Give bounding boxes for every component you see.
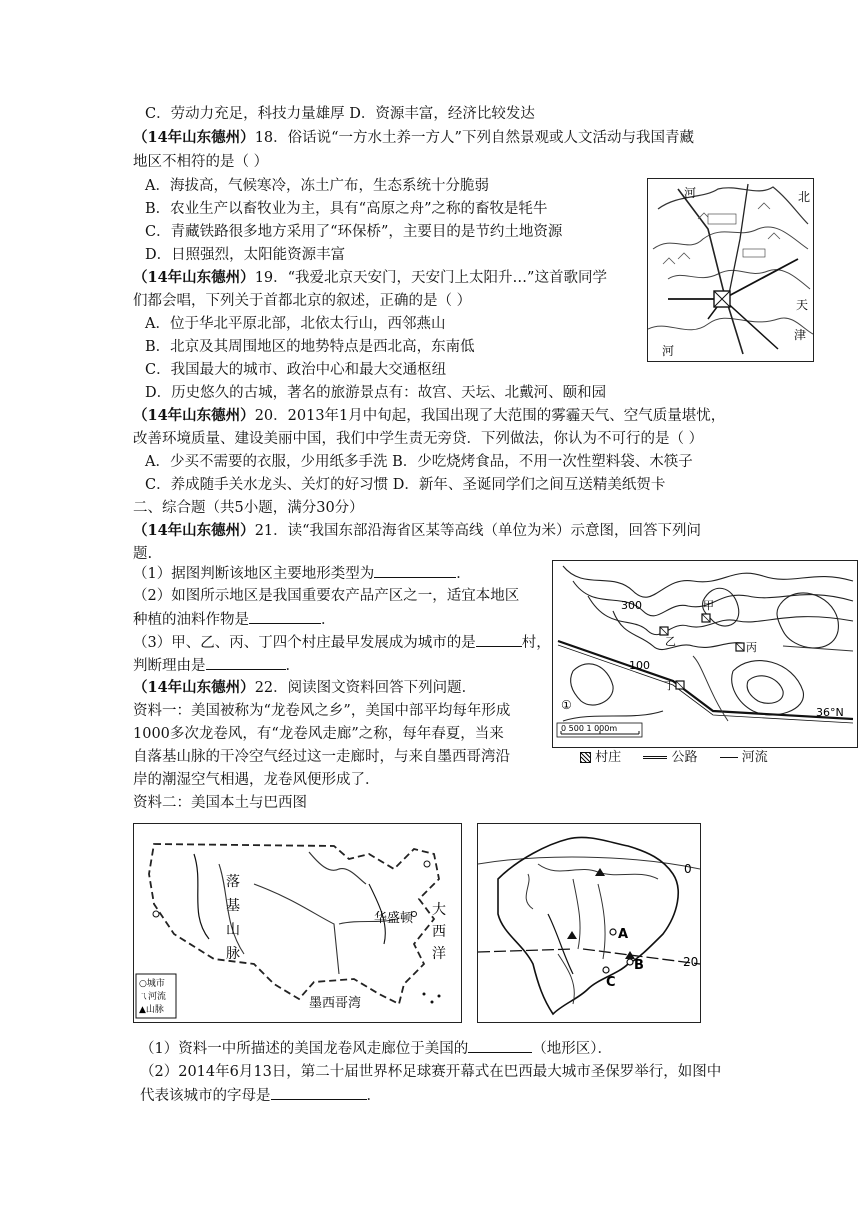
brazil-map: [477, 823, 701, 1023]
q19-option-a: A．位于华北平原北部，北依太行山，西邻燕山: [145, 316, 446, 332]
scale-bar: 0 500 1 000m: [561, 724, 618, 733]
river-symbol-icon: [720, 757, 738, 758]
material-1-line-1: 资料一：美国被称为“龙卷风之乡”，美国中部平均每年形成: [133, 703, 511, 719]
circle-1: ①: [561, 698, 572, 712]
label-bei: 北: [798, 190, 811, 204]
material-2-title: 资料二：美国本土与巴西图: [133, 795, 307, 811]
q22-source: （14年山东德州）: [133, 679, 255, 696]
answer-blank[interactable]: [206, 655, 286, 670]
latitude-36n: 36°N: [816, 706, 844, 719]
material-1-line-2: 1000多次龙卷风，有“龙卷风走廊”之称，每年春夏，当来: [133, 726, 504, 742]
legend-mountain: ▲山脉: [139, 1005, 164, 1015]
q22-part-1: （1）资料一中所描述的美国龙卷风走廊位于美国的 （地形区）．: [140, 1038, 612, 1059]
label-he-2: 河: [662, 344, 675, 358]
answer-blank[interactable]: [271, 1085, 367, 1100]
q21-source: （14年山东德州）: [133, 522, 255, 539]
city-c: C: [606, 975, 616, 990]
q19-option-d: D．历史悠久的古城，著名的旅游景点有：故宫、天坛、北戴河、颐和园: [145, 385, 607, 401]
atlantic-label-2: 西: [432, 924, 446, 940]
answer-blank[interactable]: [476, 632, 522, 647]
q21-part-2b: 种植的油料作物是 ．: [133, 609, 336, 630]
atlantic-label-1: 大: [432, 902, 446, 918]
road-symbol-icon: [643, 756, 667, 759]
q19-source: （14年山东德州）: [133, 269, 255, 286]
village-symbol-icon: [580, 752, 591, 763]
q20-stem-2: 改善环境质量、建设美丽中国，我们中学生责无旁贷．下列做法，你认为不可行的是（ ）: [133, 431, 704, 447]
q19-stem-2: 们都会唱，下列关于首都北京的叙述，正确的是（ ）: [133, 293, 472, 309]
washington-label: 华盛顿: [374, 911, 414, 926]
contour-300: 300: [621, 599, 642, 612]
label-he-1: 河: [684, 186, 697, 200]
q17-option-cd: C．劳动力充足，科技力量雄厚 D．资源丰富，经济比较发达: [145, 106, 535, 122]
material-1-line-4: 岸的潮湿空气相遇，龙卷风便形成了．: [133, 772, 380, 788]
q21-part-1: （1）据图判断该地区主要地形类型为 ．: [133, 563, 471, 584]
latitude-20: 20: [683, 955, 699, 969]
rocky-label-1: 落: [226, 874, 240, 890]
legend-river: ㄟ河流: [139, 992, 167, 1002]
rocky-label-2: 基: [226, 898, 240, 914]
q18-option-a: A．海拔高，气候寒冷，冻土广布，生态系统十分脆弱: [145, 178, 489, 194]
usa-map: [133, 823, 462, 1023]
contour-legend: 村庄 公路 河流: [552, 748, 856, 768]
village-yi: 乙: [665, 635, 676, 648]
village-jia: 甲: [703, 599, 714, 612]
q18-option-d: D．日照强烈，太阳能资源丰富: [145, 247, 346, 263]
rocky-label-3: 山: [226, 922, 240, 938]
q20-stem: （14年山东德州）20．2013年1月中旬起，我国出现了大范围的雾霾天气、空气质量堪忧，: [133, 407, 726, 424]
q22-part-2: （2）2014年6月13日，第二十届世界杯足球赛开幕式在巴西最大城市圣保罗举行，如图中: [140, 1064, 722, 1080]
beijing-region-map: [647, 178, 814, 362]
q18-option-b: B．农业生产以畜牧业为主，具有“高原之舟”之称的畜牧是牦牛: [145, 201, 548, 217]
q21-part-2: （2）如图所示地区是我国重要农产品产区之一，适宜本地区: [133, 588, 520, 604]
q18-option-c: C．青藏铁路很多地方采用了“环保桥”，主要目的是节约土地资源: [145, 224, 563, 240]
contour-map: [552, 560, 858, 748]
q18-source: （14年山东德州）: [133, 129, 255, 146]
answer-blank[interactable]: [374, 563, 456, 578]
answer-blank[interactable]: [468, 1038, 532, 1053]
city-b: B: [634, 958, 644, 973]
q21-stem: （14年山东德州）21．读“我国东部沿海省区某等高线（单位为米）示意图，回答下列问: [133, 522, 702, 539]
village-ding: 丁: [664, 679, 675, 692]
q21-part-3b: 判断理由是 ．: [133, 655, 300, 676]
q18-stem-2: 地区不相符的是（ ）: [133, 154, 269, 170]
q22-part-2b: 代表该城市的字母是 ．: [140, 1085, 381, 1106]
q18-stem: （14年山东德州）18．俗话说“一方水土养一方人”下列自然景观或人文活动与我国青藏: [133, 129, 694, 146]
latitude-0: 0: [684, 862, 692, 876]
q20-option-ab: A．少买不需要的衣服，少用纸多手洗 B．少吃烧烤食品，不用一次性塑料袋、木筷子: [145, 454, 693, 470]
q22-stem: （14年山东德州）22．阅读图文资料回答下列问题．: [133, 679, 477, 696]
material-1-line-3: 自落基山脉的干冷空气经过这一走廊时，与来自墨西哥湾沿: [133, 749, 510, 765]
legend-city: ○城市: [139, 979, 165, 989]
q21-stem-2: 题.: [133, 546, 153, 562]
q19-option-c: C．我国最大的城市、政治中心和最大交通枢纽: [145, 362, 447, 378]
rocky-label-4: 脉: [226, 946, 240, 962]
q20-option-cd: C．养成随手关水龙头、关灯的好习惯 D．新年、圣诞同学们之间互送精美纸贺卡: [145, 477, 666, 493]
q19-stem: （14年山东德州）19．“我爱北京天安门，天安门上太阳升…”这首歌同学: [133, 269, 607, 286]
q21-part-3: （3）甲、乙、丙、丁四个村庄最早发展成为城市的是 村，: [133, 632, 551, 653]
q20-source: （14年山东德州）: [133, 407, 255, 424]
section-2-title: 二、综合题（共5小题，满分30分）: [133, 500, 364, 516]
contour-100: 100: [629, 659, 650, 672]
village-bing: 丙: [746, 641, 757, 654]
atlantic-label-3: 洋: [432, 946, 446, 962]
answer-blank[interactable]: [249, 609, 321, 624]
label-tian: 天: [796, 298, 809, 312]
label-jin: 津: [794, 328, 807, 342]
q19-option-b: B．北京及其周围地区的地势特点是西北高，东南低: [145, 339, 475, 355]
city-a: A: [618, 927, 629, 942]
gulf-of-mexico-label: 墨西哥湾: [309, 996, 362, 1011]
